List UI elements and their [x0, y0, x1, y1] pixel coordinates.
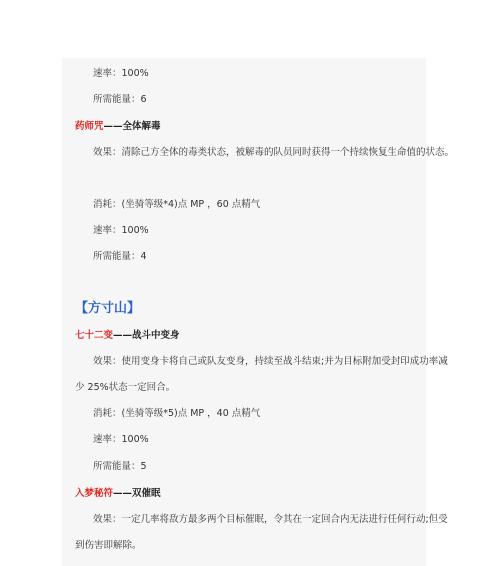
effect-line-continued: 少 25%状态一定回合。 — [75, 382, 176, 393]
effect-line: 效果：一定几率将敌方最多两个目标催眠，令其在一定回合内无法进行任何行动;但受 — [93, 514, 448, 525]
spell-description: 双催眠 — [132, 488, 161, 499]
spell-separator: —— — [103, 121, 123, 132]
spell-description: 全体解毒 — [122, 121, 161, 132]
effect-line-continued: 到伤害即解除。 — [75, 540, 142, 551]
speed-line: 速率：100% — [93, 68, 149, 79]
spell-description: 战斗中变身 — [132, 330, 180, 341]
spell-heading — [75, 120, 161, 133]
spell-heading — [75, 487, 161, 500]
spell-separator: —— — [113, 488, 133, 499]
effect-line: 效果：清除己方全体的毒类状态，被解毒的队员同时获得一个持续恢复生命值的状态。 — [93, 147, 455, 158]
energy-line: 所需能量：6 — [93, 94, 147, 105]
spell-name: 入梦秘符 — [75, 488, 114, 499]
effect-line: 效果：使用变身卡将自己或队友变身，持续至战斗结束;并为目标附加受封印成功率减 — [93, 356, 448, 367]
spell-name: 药师咒 — [75, 121, 104, 132]
speed-line: 速率：100% — [93, 225, 149, 236]
spell-heading — [75, 329, 180, 342]
cost-line: 消耗：(坐骑等级*5)点 MP ，40 点精气 — [93, 408, 261, 419]
section-title: 【方寸山】 — [75, 301, 141, 316]
speed-line: 速率：100% — [93, 434, 149, 445]
spell-separator: —— — [113, 330, 133, 341]
energy-line: 所需能量：5 — [93, 461, 147, 472]
energy-line: 所需能量：4 — [93, 251, 147, 262]
spell-name: 七十二变 — [75, 330, 114, 341]
cost-line: 消耗：(坐骑等级*4)点 MP ，60 点精气 — [93, 199, 261, 210]
